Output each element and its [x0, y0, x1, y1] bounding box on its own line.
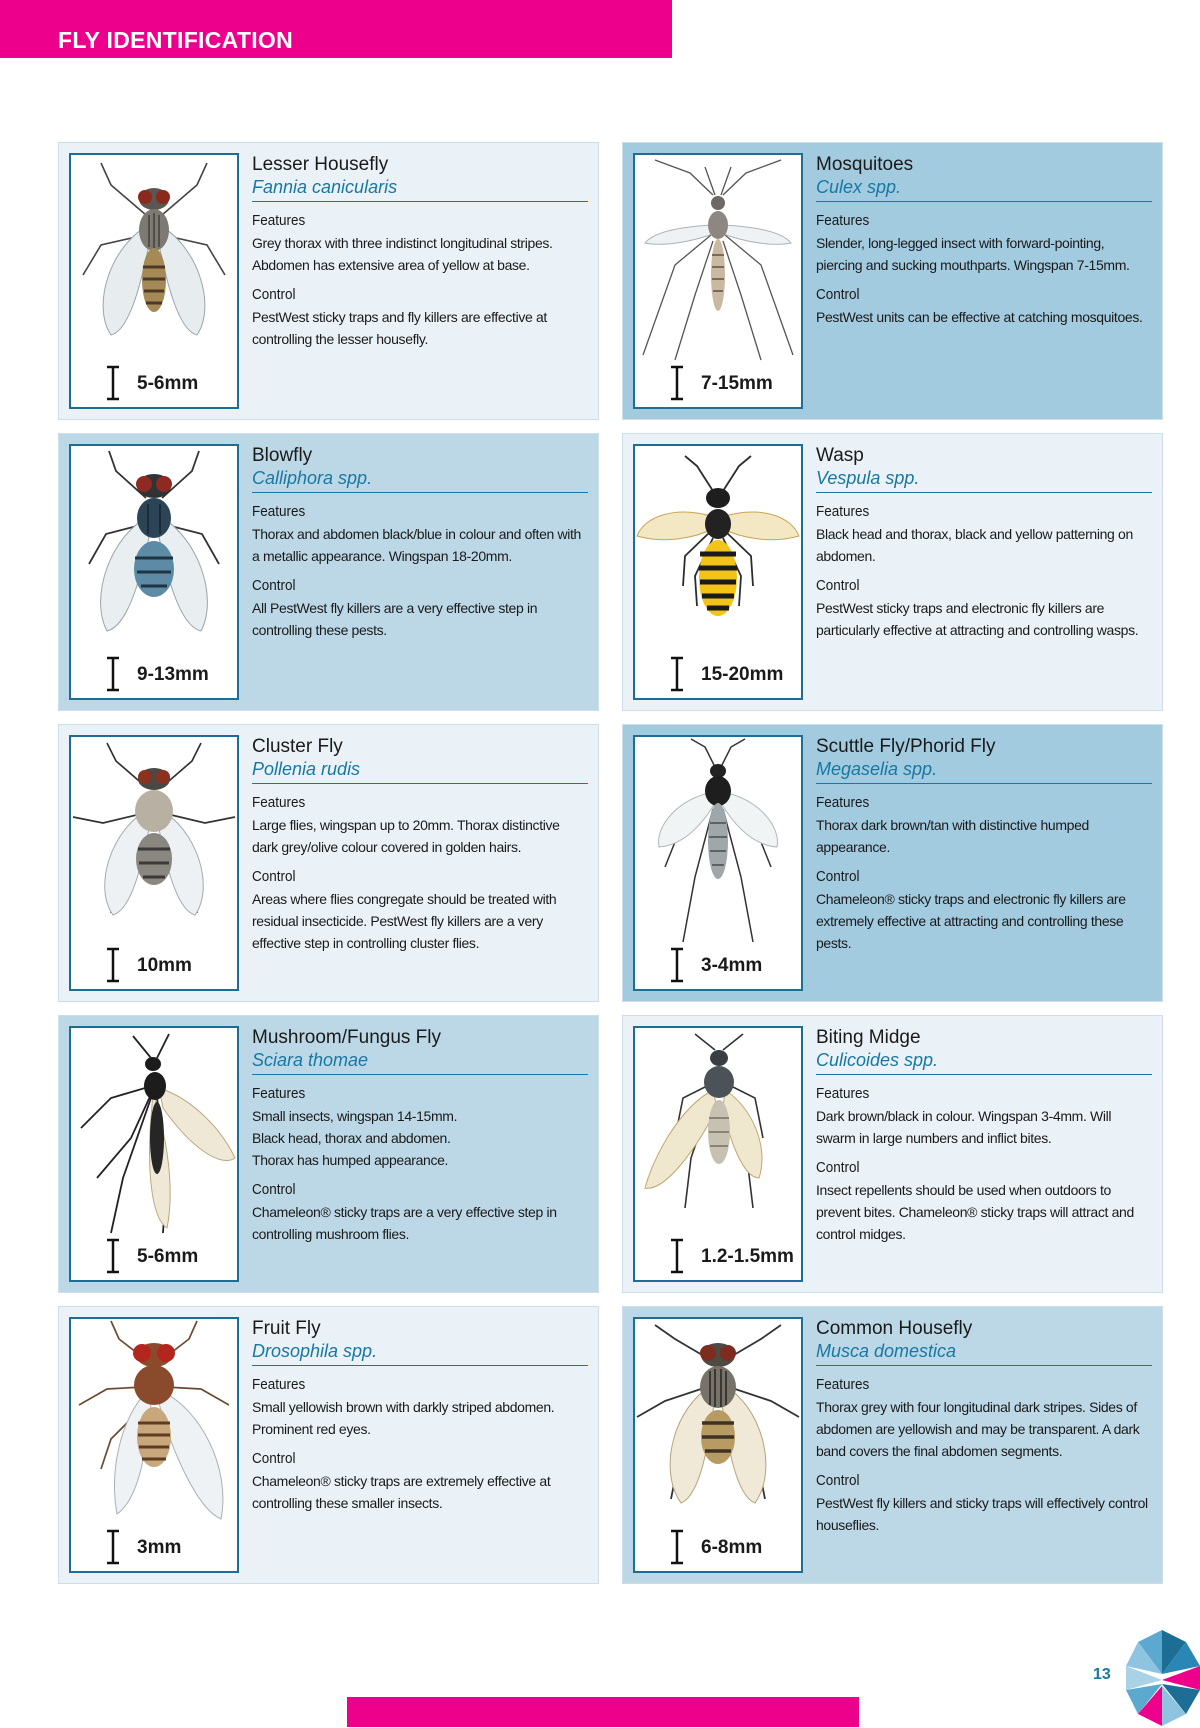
size-scale-icon — [105, 656, 121, 692]
size-scale-icon — [669, 1238, 685, 1274]
common-name: Fruit Fly — [252, 1318, 321, 1339]
latin-name: Culex spp. — [816, 176, 1152, 202]
insect-info — [816, 444, 1152, 649]
size-scale-icon — [105, 1529, 121, 1565]
size-label: 3mm — [137, 1537, 182, 1558]
control-text: PestWest fly killers and sticky traps will effectively control houseflies. — [816, 1495, 1148, 1533]
size-scale-icon — [105, 947, 121, 983]
footer-bar — [347, 1697, 859, 1727]
insect-image-frame — [69, 735, 239, 991]
card-lesser-housefly — [58, 142, 599, 420]
control-text: Chameleon® sticky traps are extremely effective at controlling these smaller insects. — [252, 1473, 551, 1511]
size-label: 15-20mm — [701, 664, 784, 685]
features-text: Black head and thorax, black and yellow patterning on abdomen. — [816, 526, 1133, 564]
scuttle-fly-illustration — [635, 737, 801, 947]
card-mushroom-fungus-fly — [58, 1015, 599, 1293]
latin-name: Sciara thomae — [252, 1049, 588, 1075]
cluster-fly-illustration — [71, 737, 237, 947]
insect-image-frame — [69, 1317, 239, 1573]
common-name: Biting Midge — [816, 1027, 921, 1048]
size-label: 3-4mm — [701, 955, 763, 976]
control-text: Chameleon® sticky traps are a very effective step in controlling mushroom flies. — [252, 1204, 557, 1242]
features-text: Dark brown/black in colour. Wingspan 3-4mm. Will swarm in large numbers and inflict bites. — [816, 1108, 1112, 1146]
features-text: Small insects, wingspan 14-15mm. Black head, thorax and abdomen. Thorax has humped appearance. — [252, 1108, 458, 1168]
control-label: Control — [816, 578, 860, 594]
size-scale-icon — [669, 656, 685, 692]
common-name: Scuttle Fly/Phorid Fly — [816, 736, 996, 757]
card-cluster-fly — [58, 724, 599, 1002]
insect-image-frame — [69, 153, 239, 409]
features-text: Large flies, wingspan up to 20mm. Thorax distinctive dark grey/olive colour covered in golden hairs. — [252, 817, 560, 855]
size-label: 10mm — [137, 955, 192, 976]
size-scale-icon — [669, 1529, 685, 1565]
features-label: Features — [252, 1086, 306, 1102]
control-text: All PestWest fly killers are a very effective step in controlling these pests. — [252, 600, 538, 638]
latin-name: Calliphora spp. — [252, 467, 588, 493]
control-text: Areas where flies congregate should be treated with residual insecticide. PestWest fly killers are a very effective step in controlling cluster flies. — [252, 891, 557, 951]
control-text: PestWest sticky traps and fly killers are effective at controlling the lesser housefly. — [252, 309, 547, 347]
insect-image-frame — [633, 444, 803, 700]
common-name: Blowfly — [252, 445, 313, 466]
latin-name: Vespula spp. — [816, 467, 1152, 493]
size-label: 1.2-1.5mm — [701, 1246, 794, 1267]
control-label: Control — [252, 1182, 296, 1198]
control-label: Control — [252, 287, 296, 303]
control-text: PestWest units can be effective at catching mosquitoes. — [816, 309, 1143, 325]
common-name: Mosquitoes — [816, 154, 914, 175]
features-label: Features — [816, 795, 870, 811]
size-label: 7-15mm — [701, 373, 773, 394]
wasp-illustration — [635, 446, 801, 656]
latin-name: Megaselia spp. — [816, 758, 1152, 784]
latin-name: Drosophila spp. — [252, 1340, 588, 1366]
insect-info — [252, 444, 588, 649]
size-label: 6-8mm — [701, 1537, 763, 1558]
latin-name: Musca domestica — [816, 1340, 1152, 1366]
control-label: Control — [816, 1473, 860, 1489]
insect-image-frame — [633, 153, 803, 409]
features-text: Thorax and abdomen black/blue in colour and often with a metallic appearance. Wingspan 18-20mm. — [252, 526, 581, 564]
size-scale-icon — [105, 365, 121, 401]
features-label: Features — [816, 1377, 870, 1393]
features-label: Features — [252, 1377, 306, 1393]
latin-name: Fannia canicularis — [252, 176, 588, 202]
control-text: PestWest sticky traps and electronic fly killers are particularly effective at attracting and controlling wasps. — [816, 600, 1139, 638]
features-label: Features — [252, 213, 306, 229]
card-wasp — [622, 433, 1163, 711]
features-text: Slender, long-legged insect with forward-pointing, piercing and sucking mouthparts. Wingspan 7-15mm. — [816, 235, 1130, 273]
control-label: Control — [252, 1451, 296, 1467]
control-label: Control — [816, 869, 860, 885]
size-scale-icon — [669, 365, 685, 401]
blowfly-illustration — [71, 446, 237, 656]
insect-info — [252, 153, 588, 358]
page-number: 13 — [1093, 1666, 1111, 1683]
fungus-fly-illustration — [71, 1028, 237, 1238]
features-label: Features — [816, 213, 870, 229]
size-label: 5-6mm — [137, 373, 199, 394]
features-label: Features — [816, 1086, 870, 1102]
common-name: Wasp — [816, 445, 864, 466]
insect-info — [816, 153, 1152, 336]
size-scale-icon — [105, 1238, 121, 1274]
insect-info — [252, 735, 588, 962]
features-text: Thorax grey with four longitudinal dark stripes. Sides of abdomen are yellowish and may be transparent. A dark band covers the final abdomen segments. — [816, 1399, 1140, 1459]
biting-midge-illustration — [635, 1028, 801, 1238]
insect-info — [816, 735, 1152, 962]
card-common-housefly — [622, 1306, 1163, 1584]
insect-image-frame — [69, 444, 239, 700]
control-label: Control — [816, 287, 860, 303]
size-scale-icon — [669, 947, 685, 983]
insect-info — [252, 1317, 588, 1522]
features-text: Small yellowish brown with darkly striped abdomen. Prominent red eyes. — [252, 1399, 555, 1437]
insect-image-frame — [633, 1026, 803, 1282]
features-label: Features — [252, 795, 306, 811]
features-text: Thorax dark brown/tan with distinctive humped appearance. — [816, 817, 1089, 855]
page-title: FLY IDENTIFICATION — [58, 27, 293, 53]
common-name: Mushroom/Fungus Fly — [252, 1027, 442, 1048]
control-label: Control — [252, 869, 296, 885]
insect-image-frame — [69, 1026, 239, 1282]
control-label: Control — [252, 578, 296, 594]
control-text: Chameleon® sticky traps and electronic fly killers are extremely effective at attracting and controlling these pests. — [816, 891, 1126, 951]
insect-info — [252, 1026, 588, 1253]
control-text: Insect repellents should be used when outdoors to prevent bites. Chameleon® sticky traps will attract and control midges. — [816, 1182, 1134, 1242]
size-label: 9-13mm — [137, 664, 209, 685]
card-blowfly — [58, 433, 599, 711]
fruit-fly-illustration — [71, 1319, 237, 1529]
common-housefly-illustration — [635, 1319, 801, 1529]
control-label: Control — [816, 1160, 860, 1176]
common-name: Cluster Fly — [252, 736, 343, 757]
size-label: 5-6mm — [137, 1246, 199, 1267]
insect-image-frame — [633, 1317, 803, 1573]
card-scuttle-fly — [622, 724, 1163, 1002]
insect-info — [816, 1026, 1152, 1253]
features-text: Grey thorax with three indistinct longitudinal stripes. Abdomen has extensive area of yellow at base. — [252, 235, 553, 273]
insect-image-frame — [633, 735, 803, 991]
common-name: Lesser Housefly — [252, 154, 389, 175]
insect-info — [816, 1317, 1152, 1544]
card-biting-midge — [622, 1015, 1163, 1293]
latin-name: Culicoides spp. — [816, 1049, 1152, 1075]
card-mosquitoes — [622, 142, 1163, 420]
mosquito-illustration — [635, 155, 801, 365]
card-fruit-fly — [58, 1306, 599, 1584]
features-label: Features — [252, 504, 306, 520]
features-label: Features — [816, 504, 870, 520]
latin-name: Pollenia rudis — [252, 758, 588, 784]
common-name: Common Housefly — [816, 1318, 973, 1339]
brand-logo-icon — [1124, 1628, 1200, 1728]
lesser-housefly-illustration — [71, 155, 237, 365]
